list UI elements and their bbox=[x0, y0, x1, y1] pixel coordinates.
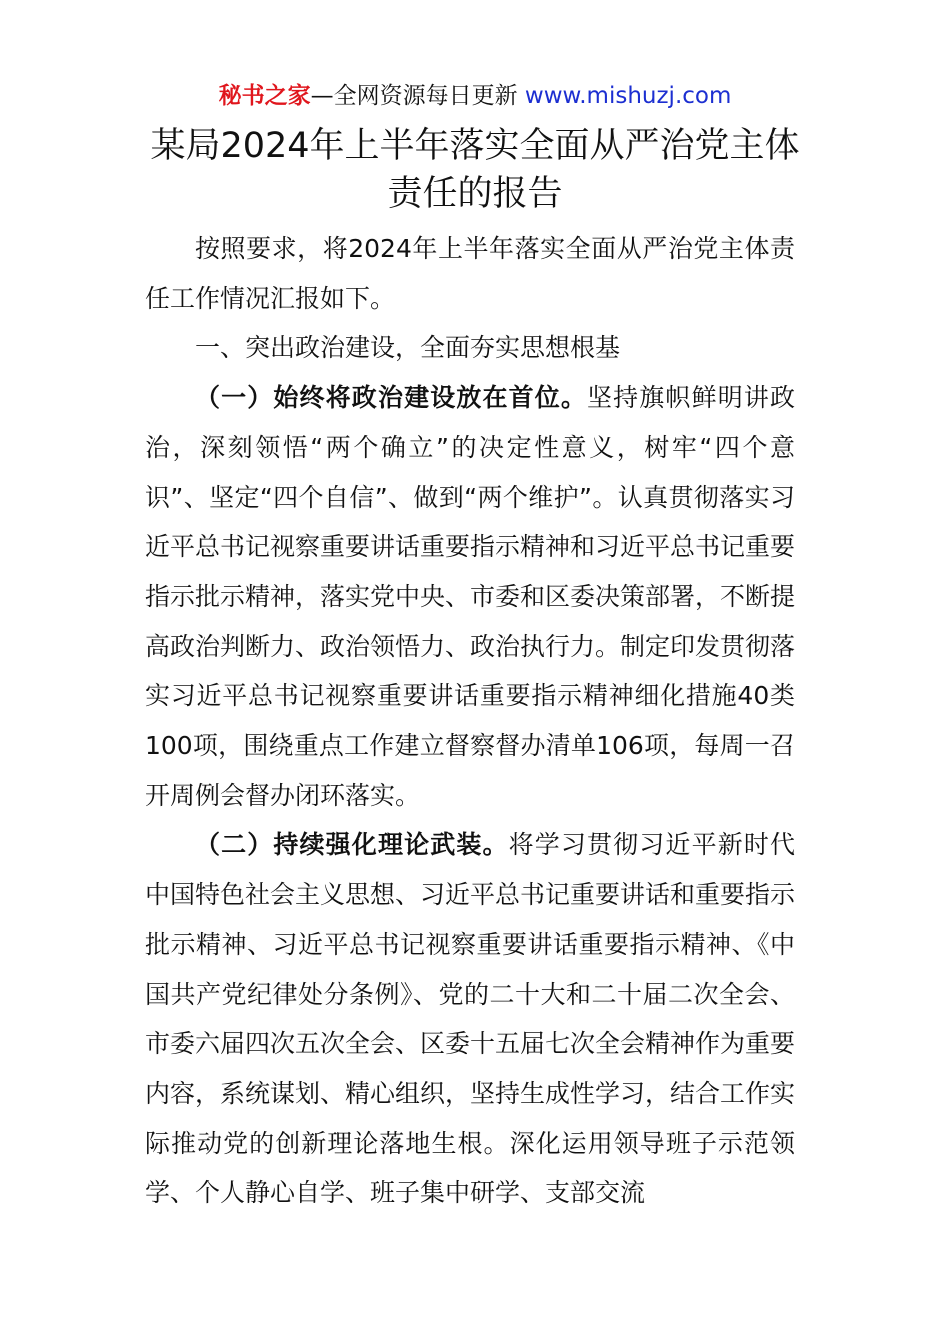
document-title: 某局2024年上半年落实全面从严治党主体责任的报告 bbox=[150, 126, 800, 214]
paragraph-1-text: 坚持旗帜鲜明讲政治，深刻领悟“两个确立”的决定性意义，树牢“四个意识”、坚定“四个自信”、做到“两个维护”。认真贯彻落实习近平总书记视察重要讲话重要指示精神和习近平总书记重要指示批示精神，落实党中央、市委和区委决策部署，不断提高政治判断力、政治领悟力、政治执行力。制定印发贯彻落实习近平总书记视察重要讲话重要指示精神细化措施40类100项，围绕重点工作建立督察督办清单106项，每周一召开周例会督办闭环落实。 bbox=[145, 383, 796, 810]
paragraph-1 bbox=[145, 373, 795, 820]
paragraph-2 bbox=[145, 820, 795, 1218]
section-heading: 一、突出政治建设，全面夯实思想根基 bbox=[195, 333, 621, 363]
brand-name: 秘书之家 bbox=[218, 83, 311, 109]
intro-paragraph: 按照要求，将2024年上半年落实全面从严治党主体责任工作情况汇报如下。 bbox=[145, 234, 795, 313]
paragraph-2-lead: （二）持续强化理论武装。 bbox=[195, 830, 509, 860]
paragraph-2-text: 将学习贯彻习近平新时代中国特色社会主义思想、习近平总书记重要讲话和重要指示批示精神、习近平总书记视察重要讲话重要指示精神、《中国共产党纪律处分条例》、党的二十大和二十届二次全会、市委六届四次五次全会、区委十五届七次全会精神作为重要内容，系统谋划、精心组织，坚持生成性学习，结合工作实际推动党的创新理论落地生根。深化运用领导班子示范领学、个人静心自学、班子集中研学、支部交流 bbox=[145, 830, 796, 1208]
site-header bbox=[0, 82, 950, 110]
paragraph-1-lead: （一）始终将政治建设放在首位。 bbox=[195, 383, 588, 413]
site-url-link[interactable]: www.mishuzj.com bbox=[524, 83, 732, 109]
document-body bbox=[145, 224, 795, 1218]
header-tagline: —全网资源每日更新 bbox=[310, 83, 518, 109]
